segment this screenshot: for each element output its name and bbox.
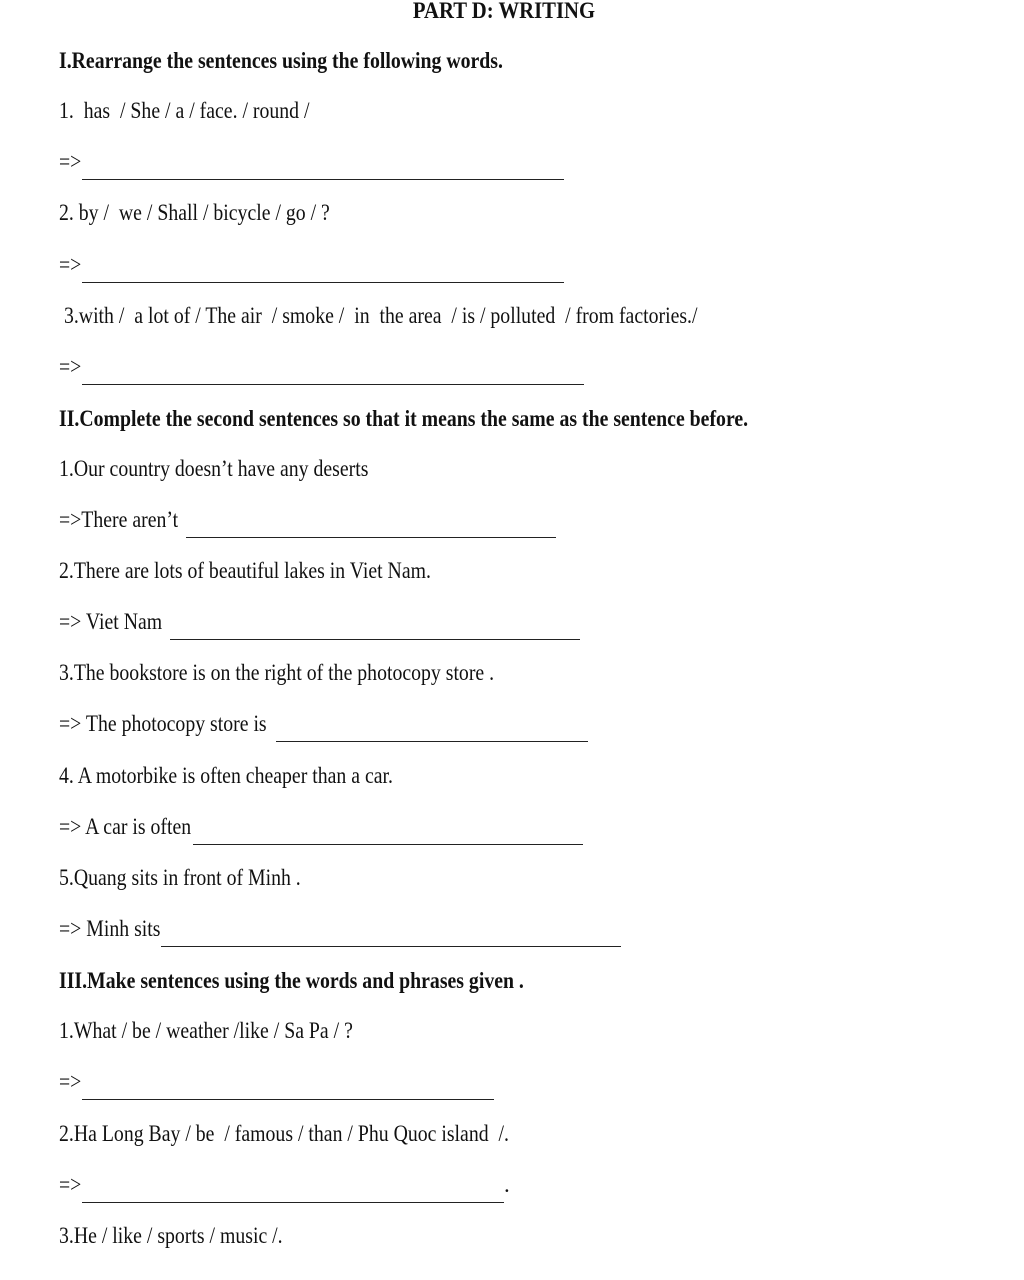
answer-blank[interactable] <box>170 617 580 640</box>
answer-prefix: => The photocopy store is <box>59 711 267 736</box>
section-3-item-2-answer <box>59 1171 510 1199</box>
section-1-heading: I.Rearrange the sentences using the following words. <box>59 48 503 73</box>
answer-prefix: => <box>59 149 82 174</box>
section-2-item-4-answer <box>59 813 583 841</box>
answer-prefix: => A car is often <box>59 814 192 839</box>
section-2-item-1-answer <box>59 506 556 534</box>
answer-prefix: => <box>59 252 82 277</box>
section-1-item-2-answer <box>59 251 564 279</box>
section-2-heading: II.Complete the second sentences so that it means the same as the sentence before. <box>59 406 749 431</box>
section-1-item-1-prompt: 1. has / She / a / face. / round / <box>59 98 310 123</box>
answer-prefix: => Minh sits <box>59 916 161 941</box>
answer-blank[interactable] <box>276 719 588 742</box>
answer-prefix: => Viet Nam <box>59 609 163 634</box>
answer-blank[interactable] <box>82 260 564 283</box>
section-1-item-2-prompt: 2. by / we / Shall / bicycle / go / ? <box>59 200 330 225</box>
section-3-item-1-prompt: 1.What / be / weather /like / Sa Pa / ? <box>59 1018 353 1043</box>
section-2-item-1-prompt: 1.Our country doesn’t have any deserts <box>59 456 369 481</box>
section-2-item-5-prompt: 5.Quang sits in front of Minh . <box>59 865 301 890</box>
answer-blank[interactable] <box>82 157 564 180</box>
answer-blank[interactable] <box>186 515 556 538</box>
section-1-item-1-answer <box>59 148 564 176</box>
answer-blank[interactable] <box>193 822 583 845</box>
section-2-item-4-prompt: 4. A motorbike is often cheaper than a car. <box>59 763 393 788</box>
answer-blank[interactable] <box>161 924 621 947</box>
section-3-item-3-prompt: 3.He / like / sports / music /. <box>59 1223 283 1248</box>
section-2-item-2-answer <box>59 608 580 636</box>
section-2-item-5-answer <box>59 915 621 943</box>
page-title: PART D: WRITING <box>412 0 596 23</box>
section-2-item-3-answer <box>59 710 588 738</box>
answer-blank[interactable] <box>82 1180 504 1203</box>
section-1-item-3-prompt: 3.with / a lot of / The air / smoke / in the area / is / polluted / from factories./ <box>59 303 698 328</box>
answer-prefix: => <box>59 354 82 379</box>
answer-prefix: => <box>59 1172 82 1197</box>
section-2-item-2-prompt: 2.There are lots of beautiful lakes in Viet Nam. <box>59 558 431 583</box>
section-1-item-3-answer <box>59 353 584 381</box>
section-3-item-1-answer <box>59 1068 494 1096</box>
answer-blank[interactable] <box>82 1077 494 1100</box>
section-2-item-3-prompt: 3.The bookstore is on the right of the photocopy store . <box>59 660 495 685</box>
answer-prefix: => <box>59 1069 82 1094</box>
answer-prefix: =>There aren’t <box>59 507 179 532</box>
section-3-item-2-prompt: 2.Ha Long Bay / be / famous / than / Phu Quoc island /. <box>59 1121 509 1146</box>
answer-blank[interactable] <box>82 362 584 385</box>
answer-suffix: . <box>503 1172 510 1197</box>
section-3-heading: III.Make sentences using the words and phrases given . <box>59 968 524 993</box>
